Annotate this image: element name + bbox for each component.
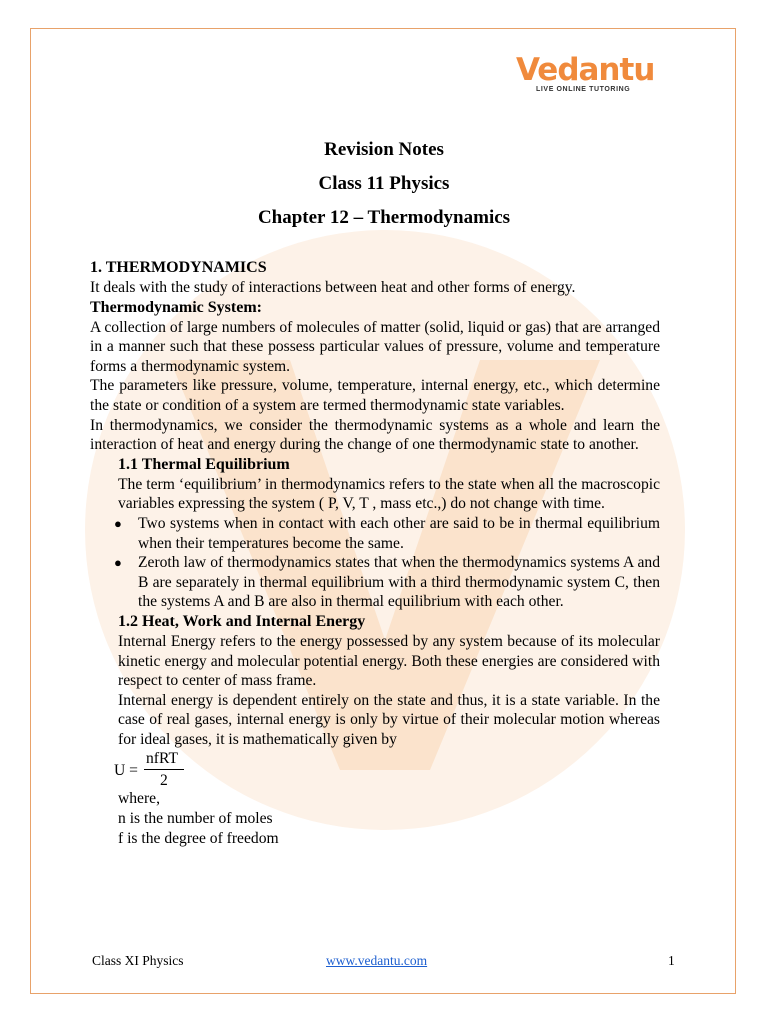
footer-website-link[interactable]: www.vedantu.com — [326, 953, 428, 968]
paragraph-5: Internal energy is dependent entirely on the state and thus, it is a state variable. In the case of real gases, internal energy is only by virtue of their molecular motion whereas for ideal gases, it is mathematically given by — [118, 691, 660, 748]
logo-tagline: LIVE ONLINE TUTORING — [536, 86, 631, 93]
formula-denominator: 2 — [160, 772, 168, 790]
title-class: Class 11 Physics — [318, 173, 450, 194]
title-revision-notes: Revision Notes — [324, 139, 444, 160]
logo-wordmark: Vedantu — [516, 52, 655, 88]
definitions — [90, 789, 660, 848]
title-chapter: Chapter 12 – Thermodynamics — [257, 207, 511, 228]
section-1-1-heading: 1.1 Thermal Equilibrium — [118, 455, 290, 473]
section-1-heading: 1. THERMODYNAMICS — [90, 259, 267, 276]
def-freedom: f is the degree of freedom — [118, 829, 279, 847]
list-item: ● Two systems when in contact with each other are said to be in thermal equilibrium when their temperatures become the same. — [114, 514, 660, 552]
section-1-2-heading: 1.2 Heat, Work and Internal Energy — [118, 612, 366, 630]
paragraph-1: A collection of large numbers of molecules of matter (solid, liquid or gas) that are arranged in a manner such that these possess particular values of pressure, volume and temperature forms a thermodynamic system. — [90, 318, 660, 375]
list-item: ● Zeroth law of thermodynamics states that when the thermodynamics systems A and B are separately in thermal equilibrium with a third thermodynamic system C, then the systems A and B are also in thermal equilibrium with each other. — [114, 554, 660, 611]
bullet-icon: ● — [114, 555, 122, 571]
section-1-2 — [90, 612, 660, 750]
paragraph-2: The parameters like pressure, volume, temperature, internal energy, etc., which determine the state or condition of a system are termed thermodynamic state variables. — [90, 377, 660, 414]
def-moles: n is the number of moles — [118, 810, 273, 828]
section-1-1-text: The term ‘equilibrium’ in thermodynamics refers to the state when all the macroscopic variables expressing the system ( P, V, T , mass etc.,) do not change with time. — [118, 475, 660, 513]
document-body — [90, 258, 660, 848]
page-number: 1 — [668, 953, 675, 968]
paragraph-4: Internal Energy refers to the energy possessed by any system because of its molecular kinetic energy and molecular potential energy. Both these energies are considered with respect to center of mass frame. — [118, 632, 660, 690]
equilibrium-bullets — [90, 514, 660, 612]
where-label: where, — [118, 790, 160, 808]
footer-course: Class XI Physics — [92, 953, 184, 968]
formula-lhs: U = — [114, 762, 138, 780]
internal-energy-formula — [114, 749, 660, 789]
formula-numerator: nfRT — [146, 750, 178, 768]
system-heading: Thermodynamic System: — [90, 298, 262, 316]
vedantu-logo[interactable] — [508, 52, 658, 98]
fraction-bar — [144, 769, 184, 770]
paragraph-3: In thermodynamics, we consider the thermodynamic systems as a whole and learn the interaction of heat and energy during the change of one thermodynamic state to another. — [90, 416, 660, 454]
bullet-icon: ● — [114, 515, 122, 531]
section-1-1 — [90, 455, 660, 514]
section-1-text: It deals with the study of interactions between heat and other forms of energy. — [90, 279, 576, 296]
